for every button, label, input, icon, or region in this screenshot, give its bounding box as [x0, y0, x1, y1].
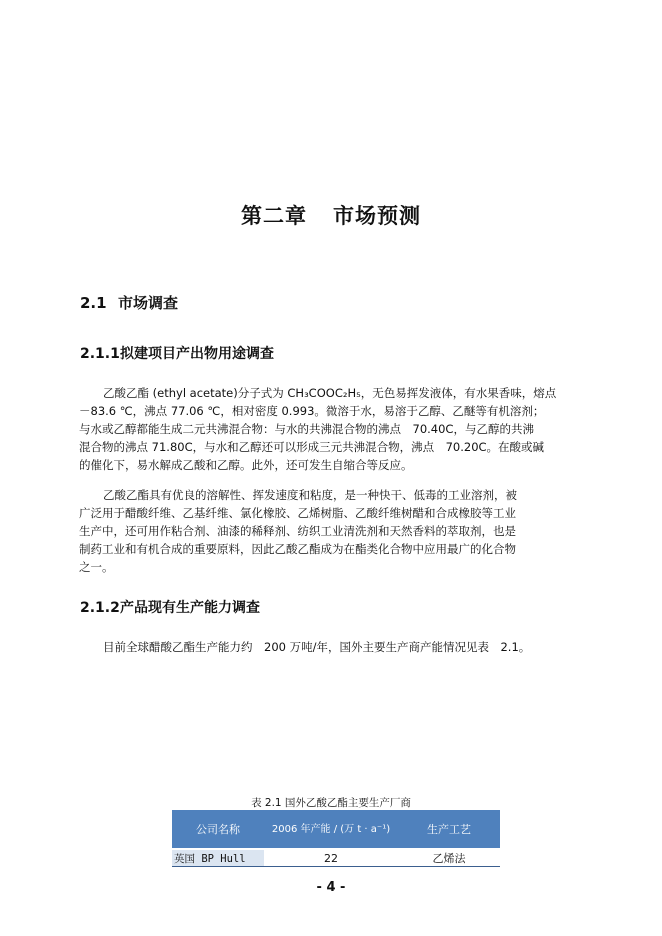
paragraph-3 [79, 638, 579, 656]
table-header-process: 生产工艺 [398, 810, 500, 849]
table-cell-capacity: 22 [264, 849, 398, 867]
producers-table [172, 810, 500, 867]
paragraph-line: 的催化下，易水解成乙酸和乙醇。此外，还可发生自缩合等反应。 [79, 458, 413, 472]
subsection-heading-2 [80, 597, 260, 617]
paragraph-1 [79, 384, 579, 474]
section-heading [80, 292, 178, 313]
subsection-title: 产品现有生产能力调查 [120, 600, 260, 616]
table-header-capacity: 2006 年产能 / (万 t · a⁻¹) [264, 810, 398, 849]
table-cell-process: 乙烯法 [398, 849, 500, 867]
chapter-name: 市场预测 [333, 204, 421, 228]
subsection-heading-1 [80, 343, 274, 363]
table-caption: 表 2.1 国外乙酸乙酯主要生产厂商 [251, 797, 411, 809]
subsection-number: 2.1.2 [80, 600, 120, 616]
chapter-title [0, 200, 662, 230]
paragraph-line: 之一。 [79, 560, 114, 574]
paragraph-line: 目前全球醋酸乙酯生产能力约 200 万吨/年，国外主要生产商产能情况见表 2.1。 [103, 640, 531, 654]
page-number: - 4 - [316, 880, 346, 895]
table-header-company: 公司名称 [172, 810, 264, 849]
paragraph-line: 制药工业和有机合成的重要原料，因此乙酸乙酯成为在酯类化合物中应用最广的化合物 [79, 542, 516, 556]
paragraph-line: 乙酸乙酯具有优良的溶解性、挥发速度和粘度，是一种快干、低毒的工业溶剂，被 [103, 488, 517, 502]
table-row [172, 849, 500, 867]
section-title: 市场调查 [118, 294, 179, 312]
paragraph-line: 混合物的沸点 71.80C，与水和乙醇还可以形成三元共沸混合物，沸点 70.20C。在酸或碱 [79, 440, 545, 454]
paragraph-line: －83.6 ℃，沸点 77.06 ℃，相对密度 0.993。微溶于水，易溶于乙醇、乙醚等有机溶剂； [79, 404, 545, 418]
paragraph-line: 生产中，还可用作粘合剂、油漆的稀释剂、纺织工业清洗剂和天然香料的萃取剂，也是 [79, 524, 516, 538]
table-header-row [172, 810, 500, 849]
section-number: 2.1 [80, 294, 107, 312]
paragraph-2 [79, 486, 579, 576]
chapter-number: 第二章 [241, 204, 307, 228]
paragraph-line: 广泛用于醋酸纤维、乙基纤维、氯化橡胶、乙烯树脂、乙酸纤维树醋和合成橡胶等工业 [79, 506, 516, 520]
subsection-title: 拟建项目产出物用途调查 [120, 346, 274, 362]
paragraph-line: 与水或乙醇都能生成二元共沸混合物：与水的共沸混合物的沸点 70.40C，与乙醇的共沸 [79, 422, 534, 436]
subsection-number: 2.1.1 [80, 346, 120, 362]
table-cell-company: 英国 BP Hull [172, 849, 264, 867]
paragraph-line: 乙酸乙酯 (ethyl acetate)分子式为 CH₃COOC₂H₅，无色易挥发液体，有水果香味，熔点 [103, 386, 557, 400]
